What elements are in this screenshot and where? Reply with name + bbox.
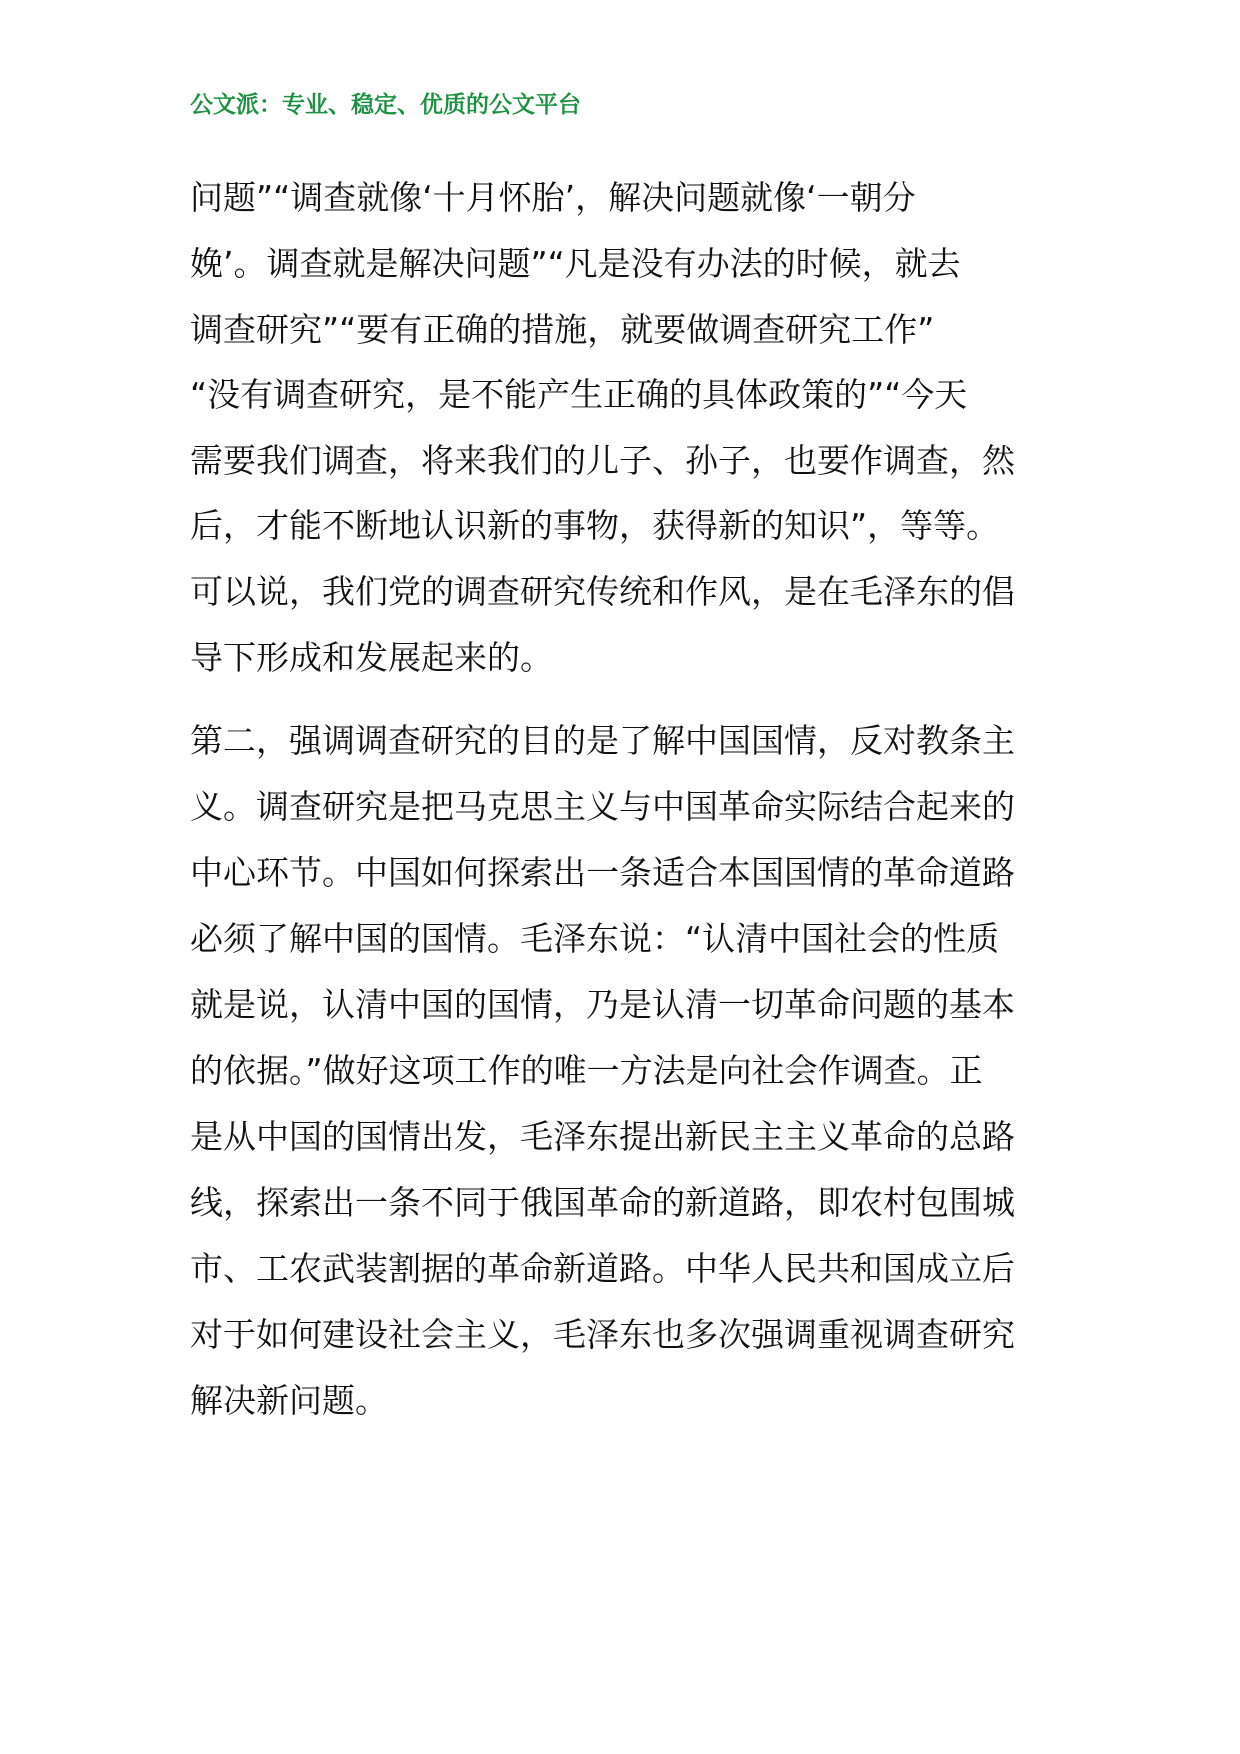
text-line: 需要我们调查，将来我们的儿子、孙子，也要作调查，然 [190, 441, 1015, 480]
text-line: 义。调查研究是把马克思主义与中国革命实际结合起来的 [190, 787, 1015, 826]
text-line: 娩’。调查就是解决问题”“凡是没有办法的时候，就去 [190, 244, 961, 283]
text-line: “没有调查研究，是不能产生正确的具体政策的”“今天 [190, 375, 968, 414]
text-line: 中心环节。中国如何探索出一条适合本国国情的革命道路 [190, 853, 1015, 892]
text-line: 可以说，我们党的调查研究传统和作风，是在毛泽东的倡 [190, 572, 1015, 611]
text-line: 对于如何建设社会主义，毛泽东也多次强调重视调查研究 [190, 1315, 1015, 1354]
text-line: 导下形成和发展起来的。 [190, 638, 553, 677]
page-header: 公文派：专业、稳定、优质的公文平台 [190, 92, 581, 118]
text-line: 调查研究”“要有正确的措施，就要做调查研究工作” [190, 310, 935, 349]
text-line: 问题”“调查就像‘十月怀胎’，解决问题就像‘一朝分 [190, 178, 916, 217]
text-line: 第二，强调调查研究的目的是了解中国国情，反对教条主 [190, 721, 1015, 760]
text-line: 解决新问题。 [190, 1381, 388, 1420]
text-line: 必须了解中国的国情。毛泽东说：“认清中国社会的性质 [190, 919, 1000, 958]
text-line: 后，才能不断地认识新的事物，获得新的知识”，等等。 [190, 506, 1000, 545]
text-line: 的依据。”做好这项工作的唯一方法是向社会作调查。正 [190, 1051, 983, 1090]
text-line: 是从中国的国情出发，毛泽东提出新民主主义革命的总路 [190, 1117, 1015, 1156]
text-line: 线，探索出一条不同于俄国革命的新道路，即农村包围城 [190, 1183, 1015, 1222]
text-line: 市、工农武装割据的革命新道路。中华人民共和国成立后 [190, 1249, 1015, 1288]
text-line: 就是说，认清中国的国情，乃是认清一切革命问题的基本 [190, 985, 1015, 1024]
